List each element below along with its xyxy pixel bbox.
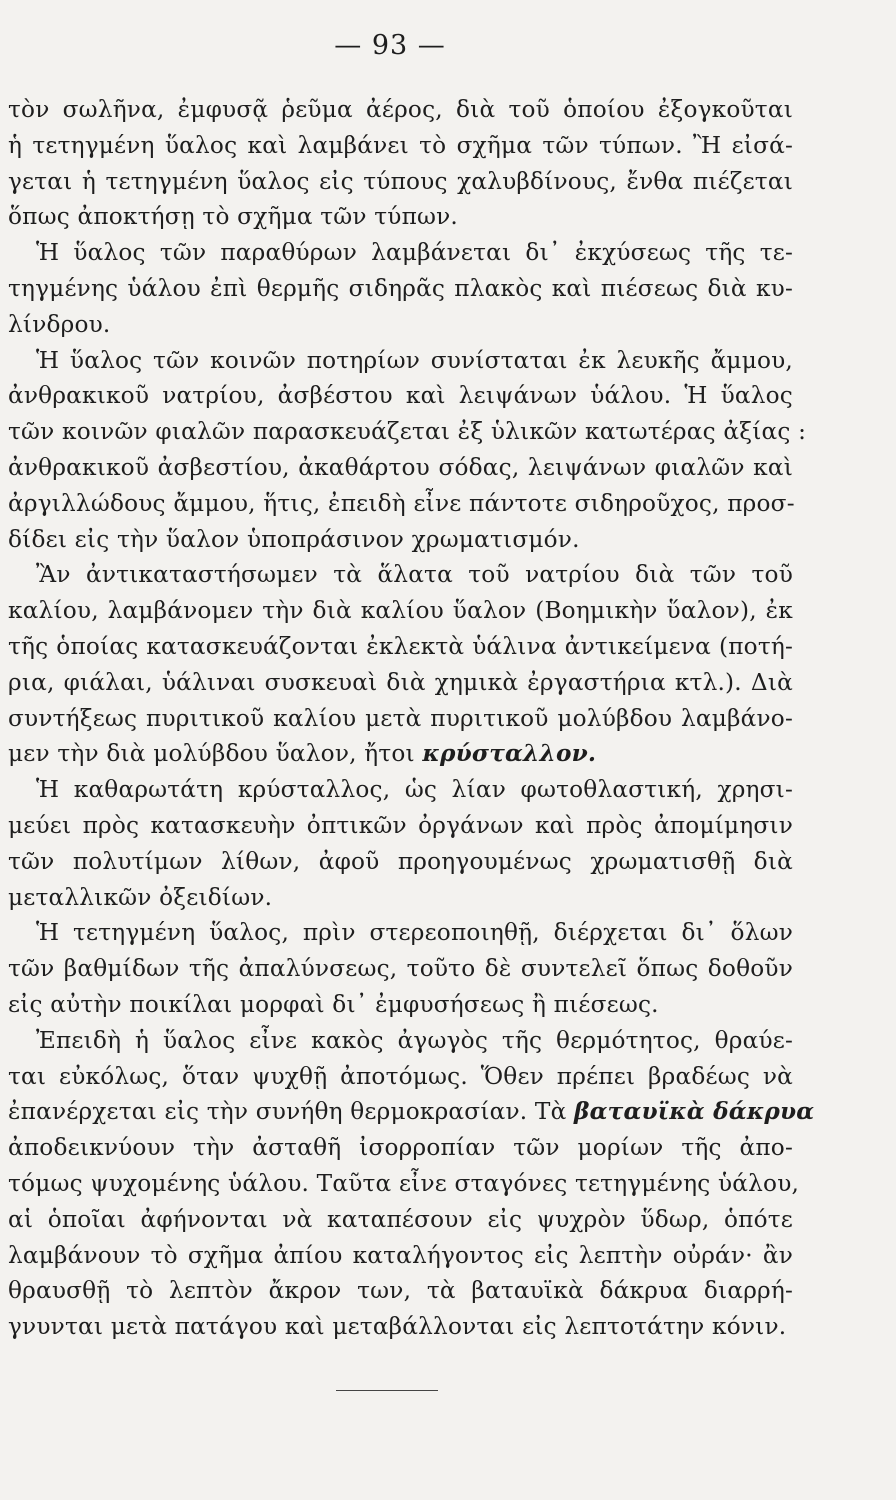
text-line xyxy=(8,1309,793,1345)
text-line-content: λίνδρου. xyxy=(8,310,111,338)
text-line-content: τῶν κοινῶν φιαλῶν παρασκευάζεται ἐξ ὑλικῶν κατωτέρας ἀξίας : xyxy=(8,418,807,446)
text-line xyxy=(8,1130,793,1166)
text-line-content: τῶν πολυτίμων λίθων, ἀφοῦ προηγουμένως χρωματισθῇ διὰ xyxy=(8,847,793,875)
text-line-content: Ἡ τετηγμένη ὕαλος, πρὶν στερεοποιηθῇ, διέρχεται δι᾽ ὅλων xyxy=(36,919,793,947)
text-line-content: ἀνθρακικοῦ ἀσβεστίου, ἀκαθάρτου σόδας, λειψάνων φιαλῶν καὶ xyxy=(8,453,793,481)
text-line xyxy=(8,450,793,486)
text-line-content: γνυνται μετὰ πατάγου καὶ μεταβάλλονται εἰς λεπτοτάτην κόνιν. xyxy=(8,1313,787,1341)
text-line-content: αἱ ὁποῖαι ἀφήνονται νὰ καταπέσουν εἰς ψυχρὸν ὕδωρ, ὁπότε xyxy=(8,1205,793,1233)
text-line xyxy=(8,1202,793,1238)
text-line-content: μεταλλικῶν ὀξειδίων. xyxy=(8,883,273,911)
text-line xyxy=(8,736,793,772)
emphasis-term: βαταυϊκὰ δάκρυα xyxy=(574,1098,815,1126)
text-line xyxy=(8,199,793,235)
text-line xyxy=(8,486,793,522)
text-line xyxy=(8,1166,800,1202)
emphasis-term: κρύσταλλον. xyxy=(422,740,597,768)
text-line xyxy=(8,1094,815,1130)
text-line-content: ρια, φιάλαι, ὑάλιναι συσκευαὶ διὰ χημικὰ ἐργαστήρια κτλ.). Διὰ xyxy=(8,668,793,696)
text-line-content: ἀργιλλώδους ἄμμου, ἥτις, ἐπειδὴ εἶνε πάντοτε σιδηροῦχος, προσ- xyxy=(8,489,795,517)
body-text xyxy=(8,92,815,1345)
text-line xyxy=(8,307,793,343)
text-line-content: Ἡ καθαρωτάτη κρύσταλλος, ὡς λίαν φωτοθλαστική, χρησι- xyxy=(36,776,793,804)
page-number: — 93 — xyxy=(334,30,446,61)
text-line-content: ἀνθρακικοῦ νατρίου, ἀσβέστου καὶ λειψάνων ὑάλου. Ἡ ὕαλος xyxy=(8,382,793,410)
text-line-content: τὸν σωλῆνα, ἐμφυσᾷ ῥεῦμα ἀέρος, διὰ τοῦ ὁποίου ἐξογκοῦται xyxy=(8,96,793,123)
text-line xyxy=(8,414,807,450)
text-line-content: ται εὐκόλως, ὅταν ψυχθῇ ἀποτόμως. Ὅθεν πρέπει βραδέως νὰ xyxy=(8,1062,793,1090)
text-line-content: τῶν βαθμίδων τῆς ἀπαλύνσεως, τοῦτο δὲ συντελεῖ ὅπως δοθοῦν xyxy=(8,955,793,983)
text-line-content: τῆς ὁποίας κατασκευάζονται ἐκλεκτὰ ὑάλινα ἀντικείμενα (ποτή- xyxy=(8,632,793,660)
text-line xyxy=(8,343,793,379)
text-line-content: μεν τὴν διὰ μολύβδου ὕαλον, ἤτοι xyxy=(8,740,423,768)
text-line-content: Ἐπειδὴ ἡ ὕαλος εἶνε κακὸς ἀγωγὸς τῆς θερμότητος, θραύε- xyxy=(36,1026,793,1054)
text-line-content: γεται ἡ τετηγμένη ὕαλος εἰς τύπους χαλυβδίνους, ἔνθα πιέζεται xyxy=(8,167,793,195)
text-line-content: Ἡ ὕαλος τῶν παραθύρων λαμβάνεται δι᾽ ἐκχύσεως τῆς τε- xyxy=(36,239,793,267)
text-line xyxy=(8,808,793,844)
text-line-content: Ἡ ὕαλος τῶν κοινῶν ποτηρίων συνίσταται ἐκ λευκῆς ἄμμου, xyxy=(36,346,793,374)
text-line xyxy=(8,271,793,307)
text-line-content: ἐπανέρχεται εἰς τὴν συνήθη θερμοκρασίαν. Τὰ xyxy=(8,1098,575,1126)
text-line xyxy=(8,987,793,1023)
text-line-content: ἀποδεικνύουν τὴν ἀσταθῆ ἰσορροπίαν τῶν μορίων τῆς ἀπο- xyxy=(8,1134,793,1162)
text-line xyxy=(8,1023,793,1059)
text-line xyxy=(8,629,793,665)
text-line xyxy=(8,522,793,558)
text-line xyxy=(8,557,793,593)
end-rule xyxy=(336,1390,438,1391)
text-line-content: θραυσθῇ τὸ λεπτὸν ἄκρον των, τὰ βαταυϊκὰ δάκρυα διαρρή- xyxy=(8,1277,793,1305)
text-line xyxy=(8,128,793,164)
text-line xyxy=(8,880,793,916)
text-line xyxy=(8,92,793,128)
text-line-content: καλίου, λαμβάνομεν τὴν διὰ καλίου ὕαλον (Βοημικὴν ὕαλον), ἐκ xyxy=(8,597,793,625)
text-line xyxy=(8,951,793,987)
text-line-content: ἡ τετηγμένη ὕαλος καὶ λαμβάνει τὸ σχῆμα τῶν τύπων. Ἢ εἰσά- xyxy=(8,131,793,159)
text-line xyxy=(8,772,793,808)
text-line-content: Ἂν ἀντικαταστήσωμεν τὰ ἅλατα τοῦ νατρίου διὰ τῶν τοῦ xyxy=(36,561,793,589)
text-line xyxy=(8,1273,793,1309)
text-line-content: τηγμένης ὑάλου ἐπὶ θερμῆς σιδηρᾶς πλακὸς καὶ πιέσεως διὰ κυ- xyxy=(8,274,793,302)
text-line xyxy=(8,1059,793,1095)
text-line-content: λαμβάνουν τὸ σχῆμα ἀπίου καταλήγοντος εἰς λεπτὴν οὐράν· ἂν xyxy=(8,1241,793,1269)
text-line xyxy=(8,665,793,701)
text-line-content: δίδει εἰς τὴν ὕαλον ὑποπράσινον χρωματισμόν. xyxy=(8,525,580,553)
text-line xyxy=(8,915,793,951)
text-line xyxy=(8,1238,793,1274)
text-line xyxy=(8,701,793,737)
text-line-content: ὅπως ἀποκτήσῃ τὸ σχῆμα τῶν τύπων. xyxy=(8,203,458,231)
text-line xyxy=(8,164,793,200)
text-line-content: τόμως ψυχομένης ὑάλου. Ταῦτα εἶνε σταγόνες τετηγμένης ὑάλου, xyxy=(8,1169,800,1197)
text-line-content: μεύει πρὸς κατασκευὴν ὀπτικῶν ὀργάνων καὶ πρὸς ἀπομίμησιν xyxy=(8,811,793,839)
text-line-content: συντήξεως πυριτικοῦ καλίου μετὰ πυριτικοῦ μολύβδου λαμβάνο- xyxy=(8,704,793,732)
text-line xyxy=(8,593,793,629)
text-line xyxy=(8,235,793,271)
text-line-content: εἰς αὐτὴν ποικίλαι μορφαὶ δι᾽ ἐμφυσήσεως ἢ πιέσεως. xyxy=(8,990,659,1018)
text-line xyxy=(8,378,793,414)
text-line xyxy=(8,844,793,880)
